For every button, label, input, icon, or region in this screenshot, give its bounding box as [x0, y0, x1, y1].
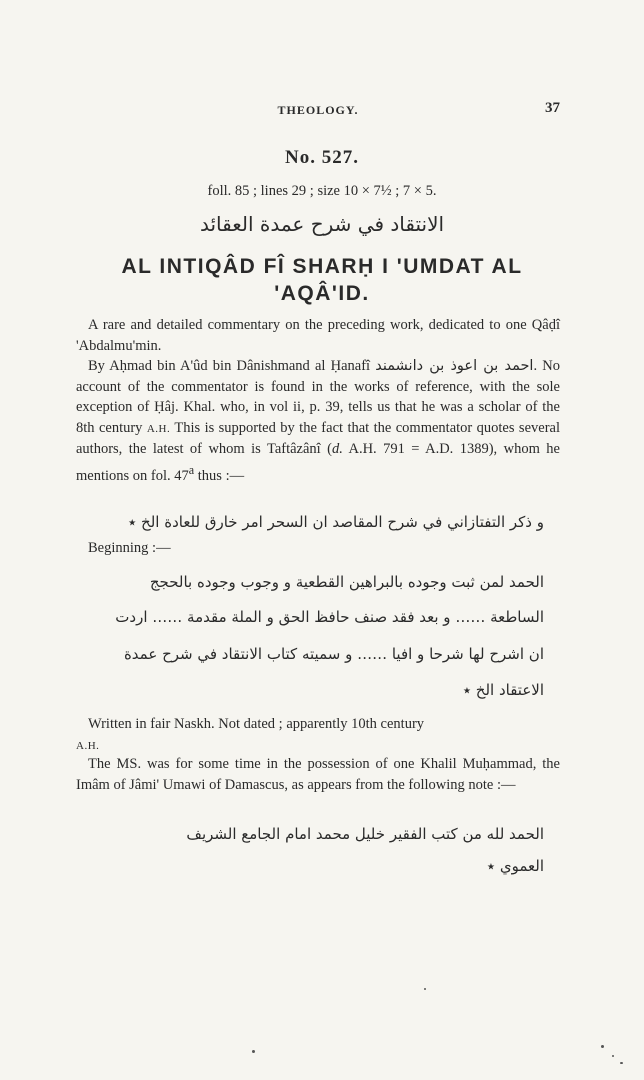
paper-speck [620, 1062, 623, 1064]
ownership-note-line-1: الحمد لله من كتب الفقير خليل محمد امام الجامع الشريف [186, 825, 544, 843]
paragraph-description: A rare and detailed commentary on the preceding work, dedicated to one Qâḍî 'Abdalmu'min. [76, 317, 560, 354]
beginning-label: Beginning :— [88, 540, 171, 556]
author-text-f: thus :— [194, 467, 245, 484]
beginning-line-2: الساطعة …… و بعد فقد صنف حافظ الحق و الملة مقدمة …… اردت [115, 608, 544, 626]
ownership-paragraph: The MS. was for some time in the possession of one Khalil Muḥammad, the Imâm of Jâmi' Umawi of Damascus, as appears from the following note :— [76, 756, 560, 793]
paper-speck [612, 1055, 614, 1057]
written-block [76, 714, 560, 756]
beginning-line-4: الاعتقاد الخ ٭ [462, 681, 544, 699]
died-abbrev: d. [331, 441, 343, 457]
paper-speck [252, 1050, 255, 1053]
folio-superscript: a [188, 462, 195, 477]
paragraph-author [76, 356, 560, 486]
title-line-2: 'AQÂ'ID. [274, 282, 370, 305]
paper-speck [601, 1045, 604, 1048]
written-text: Written in fair Naskh. Not dated ; apparently 10th century [88, 716, 425, 732]
beginning-line-1: الحمد لمن ثبت وجوده بالبراهين القطعية و وجوب وجوده بالحجج [149, 573, 544, 591]
arabic-title: الانتقاد في شرح عمدة العقائد [199, 212, 445, 236]
paper-speck [424, 988, 426, 990]
author-text-c: This is supported by the fact that the commentator quotes several authors, the latest of whom is Taftâzânî ( [76, 419, 560, 457]
era-abbrev: A.H. [146, 422, 171, 435]
ownership-note-line-2: العموي ٭ [486, 857, 544, 875]
title-line-1: AL INTIQÂD FÎ SHARḤ I 'UMDAT AL [121, 255, 523, 278]
written-note [76, 714, 560, 756]
beginning-line-3: ان اشرح لها شرحا و افيا …… و سميته كتاب الانتقاد في شرح عمدة [123, 645, 544, 663]
ownership-block [76, 754, 560, 795]
running-head [76, 100, 560, 120]
transliterated-title [40, 253, 604, 307]
page-number: 37 [545, 100, 560, 116]
arabic-quote: و ذكر التفتازاني في شرح المقاصد ان السحر امر خارق للعادة الخ ٭ [128, 513, 544, 531]
entry-number: No. 527. [285, 147, 359, 168]
author-text-a: By Aḥmad bin A'ûd bin Dânishmand al Ḥanafî [88, 358, 376, 374]
collation-details: foll. 85 ; lines 29 ; size 10 × 7½ ; 7 × 5. [207, 183, 437, 199]
running-head-title: THEOLOGY. [277, 103, 359, 117]
written-era: A.H. [76, 739, 100, 752]
description-block [76, 315, 560, 486]
author-text-e: A.H. 791 = A.D. 1389), whom he mentions on fol. 47 [76, 441, 560, 484]
author-arabic-name: احمد بن اعوذ بن دانشمند [375, 358, 534, 374]
author-text-b: . No account of the commentator is found in the works of reference, with the sole exception of Ḥâj. Khal. who, in vol ii, p. 39, tells us that he was a scholar of the 8th century [76, 358, 560, 436]
